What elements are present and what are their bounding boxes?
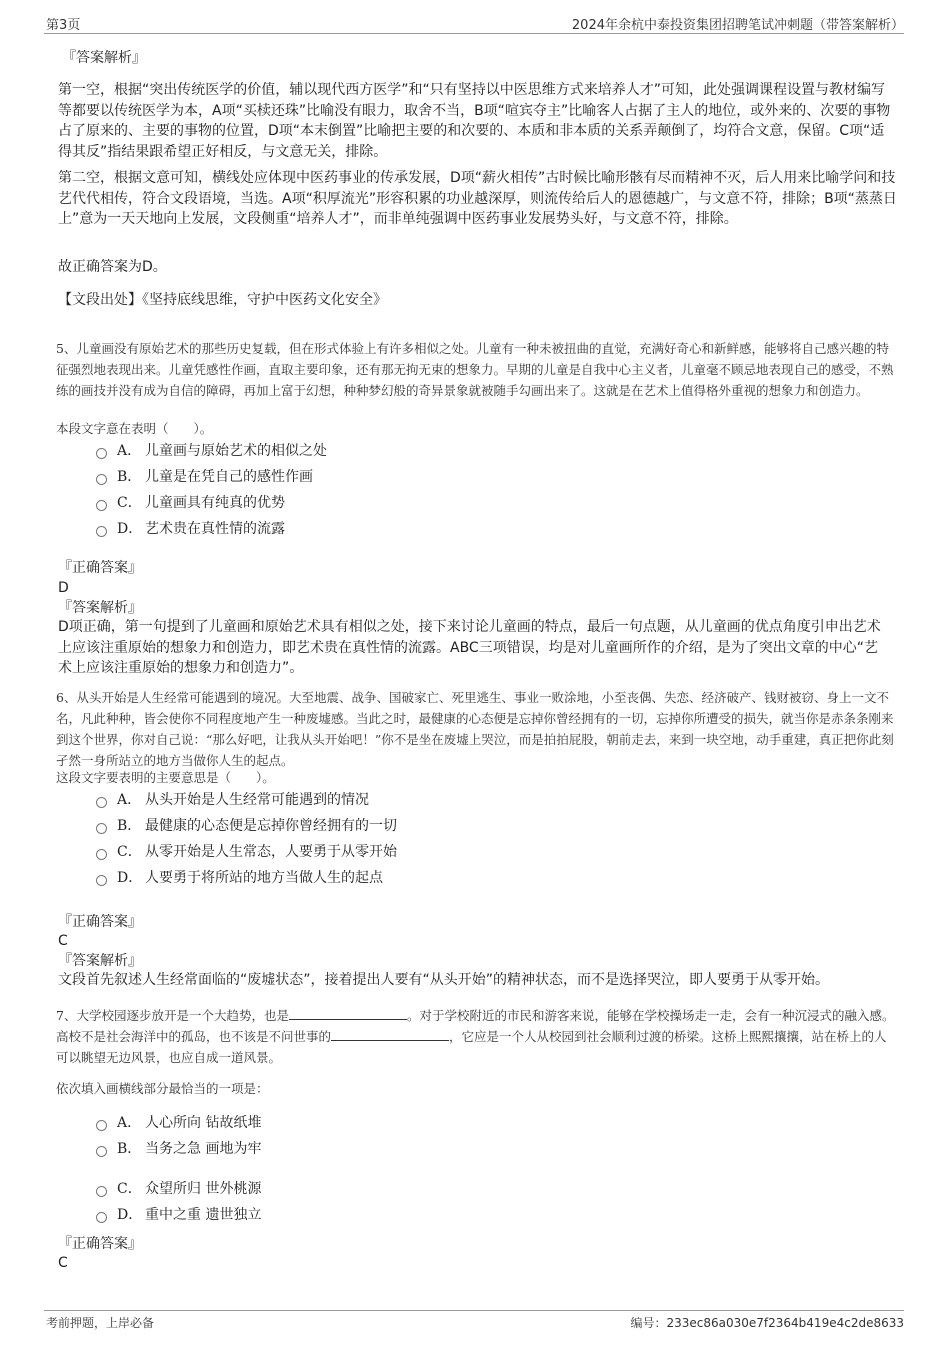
q5-answer: D — [58, 580, 69, 596]
q6-option-b[interactable]: B． 最健康的心态便是忘掉你曾经拥有的一切 — [96, 813, 397, 839]
q7-option-b[interactable]: B． 当务之急 画地为牢 — [96, 1136, 261, 1162]
radio-button[interactable] — [96, 526, 107, 537]
q5-options — [96, 438, 327, 542]
fill-blank-2 — [331, 1028, 449, 1041]
page-number: 第3页 — [46, 18, 81, 33]
header-divider — [44, 33, 904, 34]
q4-conclusion: 故正确答案为D。 — [58, 259, 167, 275]
q5-answer-label: 『正确答案』 — [58, 560, 142, 576]
q6-answer-label: 『正确答案』 — [58, 914, 142, 930]
radio-button[interactable] — [96, 500, 107, 511]
radio-button[interactable] — [96, 875, 107, 886]
q6-options — [96, 787, 397, 891]
radio-button[interactable] — [96, 797, 107, 808]
q6-answer: C — [58, 933, 68, 949]
q7-answer: C — [58, 1255, 68, 1271]
q7-options — [96, 1110, 261, 1162]
q5-option-d[interactable]: D． 艺术贵在真性情的流露 — [96, 516, 327, 542]
q4-analysis-label: 『答案解析』 — [62, 50, 146, 66]
radio-button[interactable] — [96, 448, 107, 459]
radio-button[interactable] — [96, 823, 107, 834]
document-id: 编号：233ec86a030e7f2364b419e4c2de8633 — [630, 1316, 904, 1330]
q4-source: 【文段出处】《坚持底线思维，守护中医药文化安全》 — [58, 292, 387, 308]
q7-ask: 依次填入画横线部分最恰当的一项是： — [56, 1081, 269, 1096]
q5-option-a[interactable]: A． 儿童画与原始艺术的相似之处 — [96, 438, 327, 464]
radio-button[interactable] — [96, 1212, 107, 1223]
radio-button[interactable] — [96, 1120, 107, 1131]
q6-ask: 这段文字要表明的主要意思是（ ）。 — [56, 770, 275, 785]
q7-option-c[interactable]: C． 众望所归 世外桃源 — [96, 1176, 261, 1202]
q6-analysis-label: 『答案解析』 — [58, 953, 142, 969]
footer-divider — [44, 1310, 904, 1311]
q6-option-c[interactable]: C． 从零开始是人生常态，人要勇于从零开始 — [96, 839, 397, 865]
q5-option-b[interactable]: B． 儿童是在凭自己的感性作画 — [96, 464, 327, 490]
radio-button[interactable] — [96, 849, 107, 860]
q5-ask: 本段文字意在表明（ ）。 — [56, 421, 213, 436]
q4-analysis-para2: 第二空，根据文意可知，横线处应体现中医药事业的传承发展，D项“薪火相传”古时候比喻形骸有尽而精神不灭，后人用来比喻学问和技艺代代相传，符合文段语境，当选。A项“积厚流光”形容积累的功业越深厚，则流传给后人的恩德越广，与文意不符，排除；B项“蒸蒸日上”意为一天天地向上发展，文段侧重“培养人才”，而非单纯强调中医药事业发展势头好，与文意不符，排除。 — [58, 170, 897, 227]
radio-button[interactable] — [96, 1186, 107, 1197]
q6-option-d[interactable]: D． 人要勇于将所站的地方当做人生的起点 — [96, 865, 397, 891]
q7-option-a[interactable]: A． 人心所向 钻故纸堆 — [96, 1110, 261, 1136]
radio-button[interactable] — [96, 1146, 107, 1157]
q5-analysis: D项正确，第一句提到了儿童画和原始艺术具有相似之处，接下来讨论儿童画的特点，最后一句点题，从儿童画的优点角度引申出艺术上应该注重原始的想象力和创造力，即艺术贵在真性情的流露。ABC三项错误，均是对儿童画所作的介绍，是为了突出文章的中心“艺术上应该注重原始的想象力和创造力”。 — [58, 619, 881, 676]
q7-option-d[interactable]: D． 重中之重 遗世独立 — [96, 1202, 261, 1228]
q6-analysis: 文段首先叙述人生经常面临的“废墟状态”，接着提出人要有“从头开始”的精神状态，而不是选择哭泣，即人要勇于从零开始。 — [58, 972, 830, 988]
q6-option-a[interactable]: A． 从头开始是人生经常可能遇到的情况 — [96, 787, 397, 813]
footer-slogan: 考前押题，上岸必备 — [46, 1316, 155, 1330]
q5-analysis-label: 『答案解析』 — [58, 600, 142, 616]
q7-stem: 7、大学校园逐步放开是一个大趋势，也是 。对于学校附近的市民和游客来说，能够在学校操场走一走，会有一种沉浸式的融入感。高校不是社会海洋中的孤岛，也不该是不问世事的 ，它应是一个人从校园到社会顺利过渡的桥梁。这桥上熙熙攘攘，站在桥上的人可以眺望无边风景，也应自成一道风景。 — [56, 1008, 895, 1065]
q5-option-c[interactable]: C． 儿童画具有纯真的优势 — [96, 490, 327, 516]
fill-blank-1 — [289, 1007, 407, 1020]
document-title: 2024年余杭中泰投资集团招聘笔试冲刺题（带答案解析） — [571, 18, 904, 33]
radio-button[interactable] — [96, 474, 107, 485]
q7-answer-label: 『正确答案』 — [58, 1236, 142, 1252]
q7-options-lower — [96, 1176, 261, 1228]
q4-analysis-para1: 第一空，根据“突出传统医学的价值，辅以现代西方医学”和“只有坚持以中医思维方式来培养人才”可知，此处强调课程设置与教材编写等都要以传统医学为本，A项“买椟还珠”比喻没有眼力，取舍不当，B项“喧宾夺主”比喻客人占据了主人的地位，或外来的、次要的事物占了原来的、主要的事物的位置，D项“本末倒置”比喻把主要的和次要的、本质和非本质的关系弄颠倒了，均符合文意，保留。C项“适得其反”指结果跟希望正好相反，与文意无关，排除。 — [58, 82, 891, 160]
q6-stem: 6、从头开始是人生经常可能遇到的境况。大至地震、战争、国破家亡、死里逃生、事业一败涂地，小至丧偶、失恋、经济破产、钱财被窃、身上一文不名，凡此种种，皆会使你不同程度地产生一种废墟感。当此之时，最健康的心态便是忘掉你曾经拥有的一切，忘掉你所遭受的损失，就当你是赤条条刚来到这个世界，你对自己说：“那么好吧，让我从头开始吧！”你不是坐在废墟上哭泣，而是拍拍屁股，朝前走去，来到一块空地，动手重建，真正把你此刻孑然一身所站立的地方当做你人生的起点。 — [56, 690, 894, 768]
q5-stem: 5、儿童画没有原始艺术的那些历史复载，但在形式体验上有许多相似之处。儿童有一种未被扭曲的直觉，充满好奇心和新鲜感，能够将自己感兴趣的特征强烈地表现出来。儿童凭感性作画，直取主要印象，还有那无拘无束的想象力。早期的儿童是自我中心主义者，儿童毫不顾忌地表现自己的感受，不熟练的画技并没有成为自信的障碍，再加上富于幻想，种种梦幻般的奇异景象就被随手勾画出来了。这就是在艺术上值得格外重视的想象力和创造力。 — [56, 341, 894, 398]
